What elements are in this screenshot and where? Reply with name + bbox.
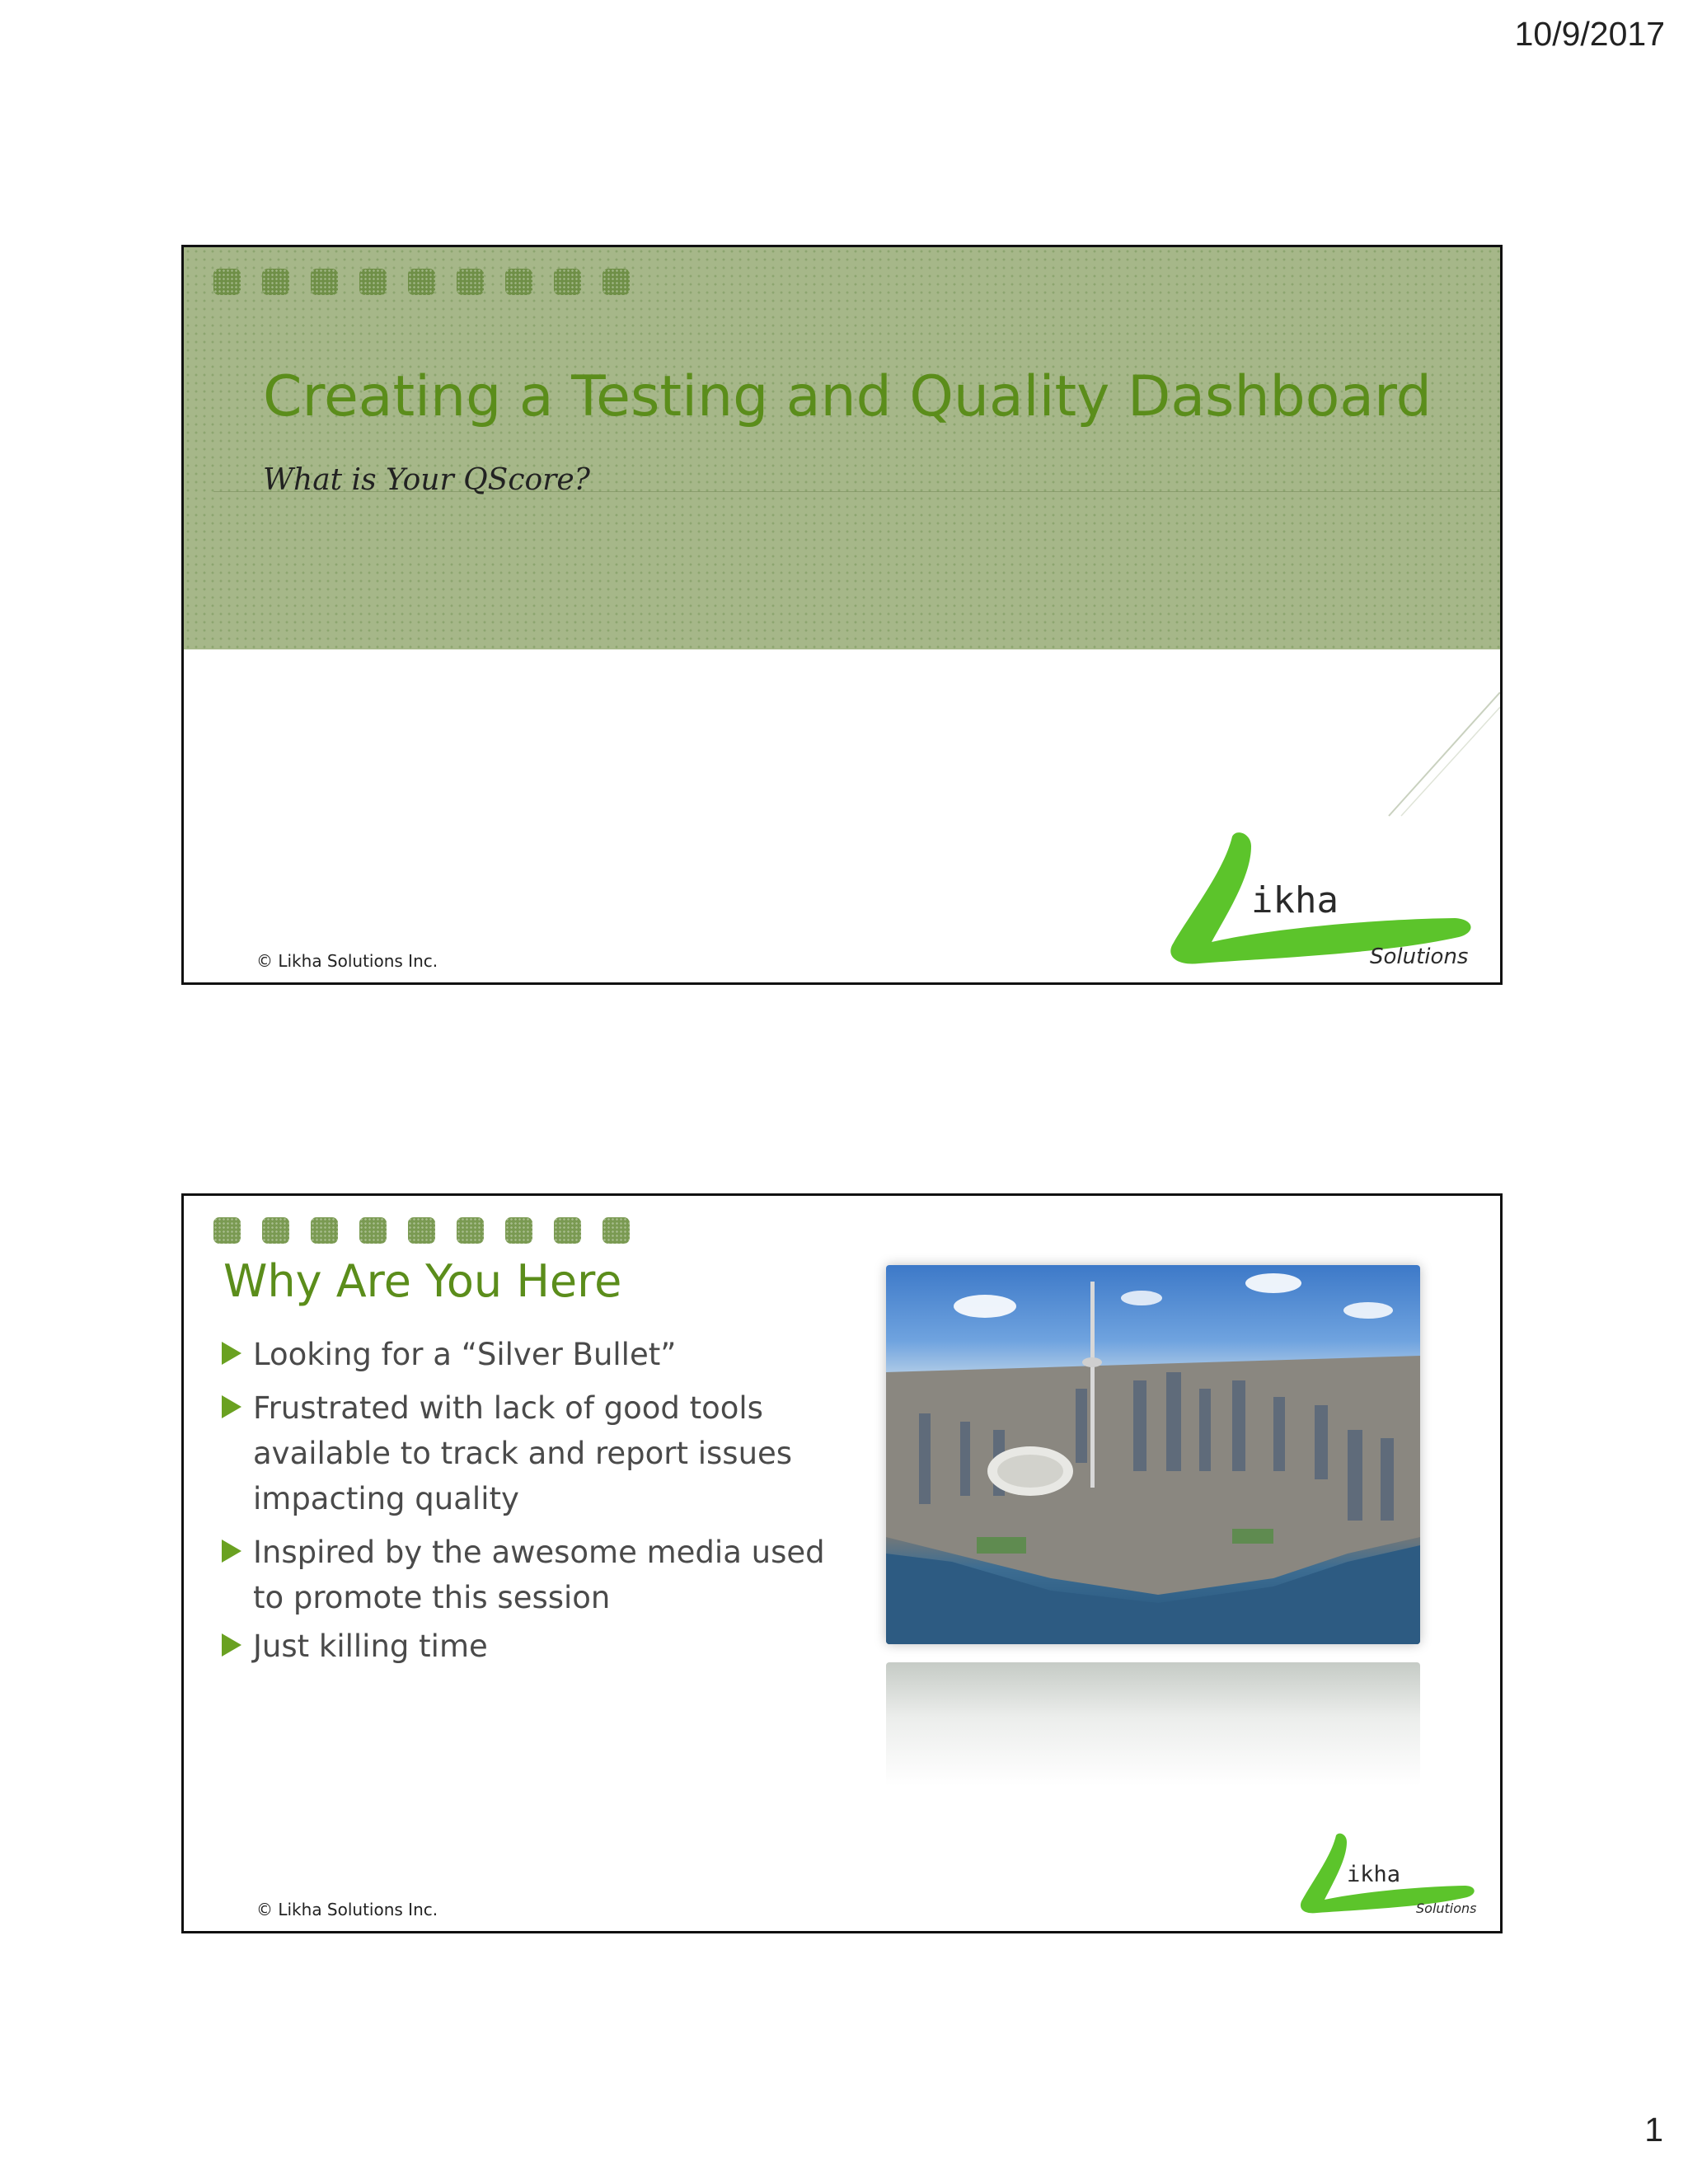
logo-tagline: Solutions [1416, 1900, 1477, 1916]
square-icon [262, 1217, 289, 1244]
triangle-bullet-icon [222, 1633, 241, 1657]
photo-reflection [886, 1662, 1420, 1786]
slide-title: Creating a Testing and Quality Dashboard [263, 364, 1432, 429]
square-icon [311, 269, 338, 295]
bullet-text: Just killing time [253, 1629, 488, 1664]
square-icon [262, 269, 289, 295]
square-icon [359, 269, 387, 295]
bullet-text: Frustrated with lack of good tools available to track and report issues impacting quality [253, 1390, 793, 1516]
title-band [184, 247, 1500, 649]
bullet-list [220, 1332, 863, 1677]
square-icon [505, 269, 532, 295]
logo-wordmark: ikha [1347, 1862, 1401, 1887]
bullet-item [220, 1332, 863, 1377]
bullet-text: Looking for a “Silver Bullet” [253, 1337, 677, 1372]
square-icon [457, 269, 484, 295]
triangle-bullet-icon [222, 1540, 241, 1563]
bullet-text: Inspired by the awesome media used to promote this session [253, 1535, 825, 1615]
square-icon [408, 1217, 435, 1244]
square-icon [311, 1217, 338, 1244]
logo-tagline: Solutions [1370, 944, 1469, 969]
slide-title: Why Are You Here [223, 1255, 622, 1307]
square-icon [603, 269, 630, 295]
copyright: © Likha Solutions Inc. [256, 1900, 438, 1919]
square-icon [213, 1217, 241, 1244]
square-icon [359, 1217, 387, 1244]
slide-1 [181, 245, 1503, 985]
likha-logo [1154, 822, 1475, 974]
bullet-item [220, 1530, 863, 1620]
triangle-bullet-icon [222, 1395, 241, 1418]
triangle-bullet-icon [222, 1342, 241, 1365]
square-icon [603, 1217, 630, 1244]
copyright: © Likha Solutions Inc. [256, 951, 438, 971]
logo-wordmark: ikha [1251, 879, 1339, 921]
bullet-item [220, 1624, 863, 1669]
city-aerial-photo [886, 1265, 1420, 1644]
bullet-item [220, 1385, 863, 1521]
slide-subtitle: What is Your QScore? [263, 463, 590, 497]
square-icon [554, 269, 581, 295]
page-number: 1 [1644, 2111, 1663, 2149]
likha-logo [1291, 1827, 1477, 1919]
slide-2 [181, 1193, 1503, 1933]
square-icon [213, 269, 241, 295]
page-date: 10/9/2017 [1514, 15, 1665, 53]
square-icon [554, 1217, 581, 1244]
square-icon [408, 269, 435, 295]
square-icon [457, 1217, 484, 1244]
square-icon [505, 1217, 532, 1244]
